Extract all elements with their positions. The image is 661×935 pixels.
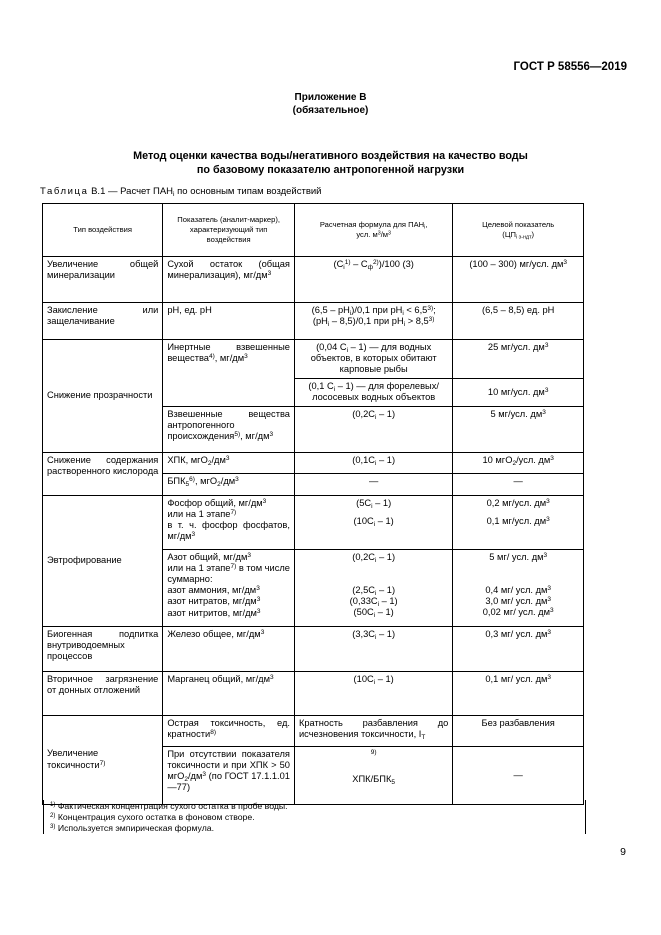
cell-target: 25 мг/усл. $дм^3$ xyxy=(453,340,584,379)
cell-formula: $^{9)}$ ХПК/$БПК_5$ xyxy=(294,746,452,804)
cell-type-acidification: Закисление или защелачивание xyxy=(43,303,163,340)
cell-target: 0,2 мг/усл. $дм^3$ 0,1 мг/усл. $дм^3$ xyxy=(453,495,584,549)
cell-target: 0,1 мг/ усл. $дм^3$ xyxy=(453,671,584,715)
cell-target: (100 – 300) мг/усл. $дм^3$ xyxy=(453,257,584,303)
cell-indicator: Сухой остаток (общая минерализация), $мг/дм^3$ xyxy=(163,257,295,303)
table-row xyxy=(43,715,584,746)
cell-formula: $(0,1C_i - 1)$ xyxy=(294,452,452,473)
cell-formula: (0,1 $C_i - 1$) — для форелевых/лососевых водных объектов xyxy=(294,378,452,406)
calculation-table xyxy=(42,203,584,805)
cell-type-transparency: Снижение прозрачности xyxy=(43,340,163,453)
cell-formula: $(3,3C_i - 1)$ xyxy=(294,626,452,671)
cell-target: 0,3 мг/ усл. $дм^3$ xyxy=(453,626,584,671)
page-number: 9 xyxy=(620,846,626,858)
cell-formula: $(5C_i - 1)$ $(10C_i - 1)$ xyxy=(294,495,452,549)
cell-indicator: $БПК_5^{6)}$, $мгО_2/дм^3$ xyxy=(163,473,295,495)
cell-formula: — xyxy=(294,473,452,495)
cell-formula: $(0,2C_i - 1)$ xyxy=(294,406,452,452)
table-row xyxy=(43,303,584,340)
header-target: Целевой показатель $(ЦП_{i э-ндт})$ xyxy=(453,204,584,257)
footnote-1: $^{1)}$ Фактическая концентрация сухого остатка в пробе воды. xyxy=(50,800,288,811)
cell-indicator: Острая токсичность, ед. кратности$^{8)}$ xyxy=(163,715,295,746)
cell-indicator: Взвешенные вещества антропогенного происхождения$^{5)}$, $мг/дм^3$ xyxy=(163,406,295,452)
cell-target: — xyxy=(453,473,584,495)
cell-target: 5 мг/ усл. $дм^3$ 0,4 мг/ усл. $дм^3$ 3,0 мг/ усл. $дм^3$ 0,02 мг/ усл. $дм^3$ xyxy=(453,549,584,626)
cell-type-oxygen: Снижение содержания растворенного кислорода xyxy=(43,452,163,495)
cell-target: Без разбавления xyxy=(453,715,584,746)
cell-target: 10 мгО$_2$/усл. $дм^3$ xyxy=(453,452,584,473)
table-row xyxy=(43,626,584,671)
table-caption-text: — Расчет ПАН xyxy=(105,186,174,197)
cell-type-biogenic: Биогенная подпитка внутриводоемных процессов xyxy=(43,626,163,671)
header-formula: Расчетная формула для $ПАН_i$, усл. $м^3/м^3$ xyxy=(294,204,452,257)
cell-formula: $(6,5 - pH_i)/0,1$ при $pH_i < 6,5^{3)}$; $(pH_i - 8,5)/0,1$ при $pH_i > 8,5^{3)}$ xyxy=(294,303,452,340)
table-caption-rest: по основным типам воздействий xyxy=(174,186,322,197)
table-row xyxy=(43,495,584,549)
appendix-status: (обязательное) xyxy=(292,105,369,116)
header-indicator: Показатель (аналит-маркер), характеризующий тип воздействия xyxy=(163,204,295,257)
cell-indicator: ХПК, $мгО_2/дм^3$ xyxy=(163,452,295,473)
table-row xyxy=(43,257,584,303)
cell-indicator: При отсутствии показателя токсичности и при ХПК > 50 $мгО_2/дм^3$ (по ГОСТ 17.1.1.01—77) xyxy=(163,746,295,804)
standard-number: ГОСТ Р 58556—2019 xyxy=(513,61,627,73)
cell-indicator: Железо общее, $мг/дм^3$ xyxy=(163,626,295,671)
cell-indicator: pH, ед. pH xyxy=(163,303,295,340)
table-caption-prefix: Таблица xyxy=(40,186,89,197)
footnote-3: $^{3)}$ Используется эмпирическая формула. xyxy=(50,822,215,833)
cell-target: 10 мг/усл. $дм^3$ xyxy=(453,378,584,406)
cell-type-eutrophication: Эвтрофирование xyxy=(43,495,163,626)
method-title-line2: по базовому показателю антропогенной нагрузки xyxy=(196,164,465,176)
cell-indicator: Марганец общий, $мг/дм^3$ xyxy=(163,671,295,715)
table-caption xyxy=(40,186,322,197)
table-caption-number: В.1 xyxy=(91,186,106,197)
cell-type-secondary: Вторичное загрязнение от донных отложений xyxy=(43,671,163,715)
cell-formula: $(10C_i - 1)$ xyxy=(294,671,452,715)
cell-target: (6,5 – 8,5) ед. pH xyxy=(453,303,584,340)
cell-formula: (0,04 $C_i - 1$) — для водных объектов, в которых обитают карповые рыбы xyxy=(294,340,452,379)
footnote-2: $^{2)}$ Концентрация сухого остатка в фоновом створе. xyxy=(50,811,255,822)
appendix-title: Приложение В xyxy=(294,92,367,103)
cell-target: — xyxy=(453,746,584,804)
cell-indicator: Азот общий, $мг/дм^3$ или на 1 этапе$^{7)}$ в том числе суммарно: азот аммония, $мг/дм^3$ азот нитратов, $мг/дм^3$ азот нитритов, $мг/дм^3$ xyxy=(163,549,295,626)
table-row xyxy=(43,671,584,715)
table-row xyxy=(43,452,584,473)
cell-formula: $(C_i^{1)} - C_ф^{2)})/100$ (3) xyxy=(294,257,452,303)
table-header-row xyxy=(43,204,584,257)
header-impact-type: Тип воздействия xyxy=(43,204,163,257)
table-caption-sub: i xyxy=(173,190,175,198)
cell-type-toxicity: Увеличение токсичности$^{7)}$ xyxy=(43,715,163,804)
cell-formula: Кратность разбавления до исчезновения токсичности, $I_T$ xyxy=(294,715,452,746)
cell-formula: $(0,2C_i - 1)$ $(2,5C_i - 1)$ $(0,33C_i - 1)$ $(50C_i - 1)$ xyxy=(294,549,452,626)
cell-type-mineralization: Увеличение общей минерализации xyxy=(43,257,163,303)
cell-indicator: Фосфор общий, $мг/дм^3$ или на 1 этапе$^{7)}$ в т. ч. фосфор фосфатов, $мг/дм^3$ xyxy=(163,495,295,549)
method-title-line1: Метод оценки качества воды/негативного воздействия на качество воды xyxy=(133,150,528,162)
table-row xyxy=(43,340,584,379)
cell-target: 5 мг/усл. $дм^3$ xyxy=(453,406,584,452)
cell-indicator: Инертные взвешенные вещества$^{4)}$, $мг/дм^3$ xyxy=(163,340,295,407)
